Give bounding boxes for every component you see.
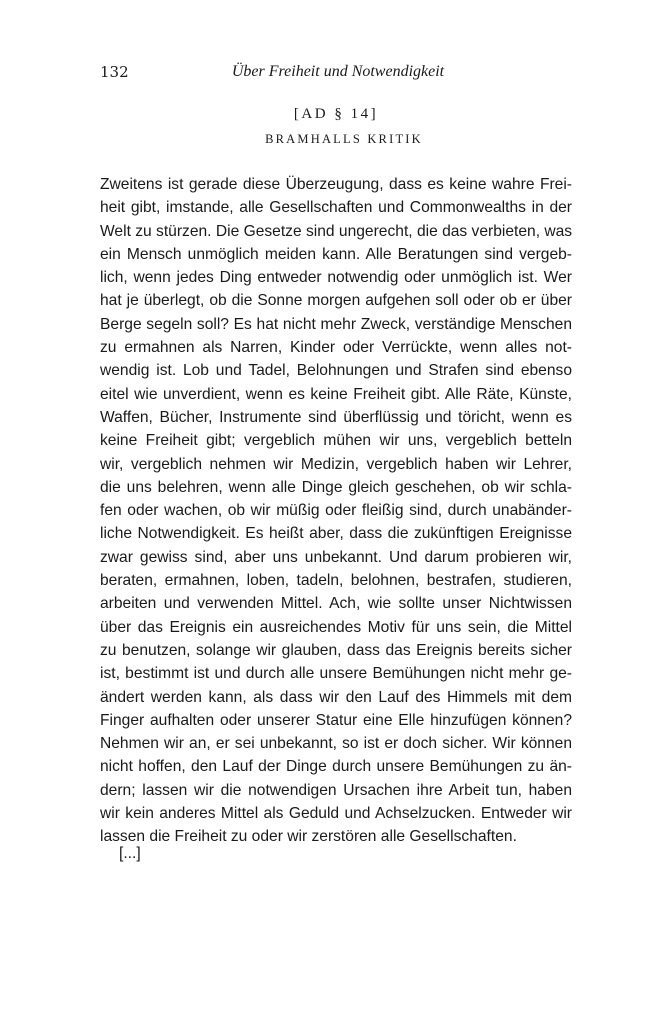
text-line: dern; lassen wir die notwendigen Ursachen ihre Arbeit tun, haben bbox=[100, 781, 572, 799]
text-line: fen oder wachen, ob wir müßig oder fleißig sind, durch unabänder- bbox=[100, 502, 572, 520]
text-line: Finger aufhalten oder unserer Statur eine Elle hinzufügen können? bbox=[100, 711, 572, 729]
text-line: Welt zu stürzen. Die Gesetze sind ungerecht, die das verbieten, was bbox=[100, 222, 573, 240]
text-line: zu benutzen, solange wir glauben, dass das Ereignis bereits sicher bbox=[100, 641, 572, 659]
text-line: Berge segeln soll? Es hat nicht mehr Zweck, verständige Menschen bbox=[100, 315, 572, 333]
running-head bbox=[100, 60, 550, 84]
text-line: zu ermahnen als Narren, Kinder oder Verrückte, wenn alles not- bbox=[100, 339, 572, 357]
text-line: nicht hoffen, den Lauf der Dinge durch unsere Bemühungen zu än- bbox=[100, 758, 572, 776]
text-line: keine Freiheit gibt; vergeblich mühen wir uns, vergeblich betteln bbox=[100, 432, 572, 450]
text-line: ändert werden kann, als dass wir den Lauf des Himmels mit dem bbox=[100, 688, 572, 706]
text-line: liche Notwendigkeit. Es heißt aber, dass die zukünftigen Ereignisse bbox=[100, 525, 572, 543]
text-line: heit gibt, imstande, alle Gesellschaften und Commonwealths in der bbox=[100, 199, 572, 217]
text-line: Waffen, Bücher, Instrumente sind überflüssig und töricht, wenn es bbox=[100, 408, 572, 426]
text-line: ein Mensch unmöglich meiden kann. Alle Beratungen sind vergeb- bbox=[100, 245, 572, 263]
text-line: ist, bestimmt ist und durch alle unsere Bemühungen nicht mehr ge- bbox=[100, 665, 572, 683]
section-heading: BRAMHALLS KRITIK bbox=[265, 132, 423, 146]
text-line: Nehmen wir an, er sei unbekannt, so ist er doch sicher. Wir können bbox=[100, 735, 572, 753]
text-line: wir, vergeblich nehmen wir Medizin, vergeblich haben wir Lehrer, bbox=[100, 455, 572, 473]
omission-marker: [...] bbox=[119, 845, 141, 862]
text-line: wir kein anderes Mittel als Geduld und Achselzucken. Entweder wir bbox=[100, 805, 572, 823]
body-paragraph bbox=[100, 173, 572, 849]
text-line: beraten, ermahnen, loben, tadeln, belohnen, bestrafen, studieren, bbox=[100, 572, 572, 590]
text-line: wendig ist. Lob und Tadel, Belohnungen und Strafen sind ebenso bbox=[100, 362, 572, 380]
text-line: eitel wie unverdient, wenn es keine Freiheit gibt. Alle Räte, Künste, bbox=[100, 385, 572, 403]
text-line: lich, wenn jedes Ding entweder notwendig oder unmöglich ist. Wer bbox=[100, 269, 572, 287]
page-number: 132 bbox=[100, 63, 129, 81]
text-line: Zweitens ist gerade diese Überzeugung, dass es keine wahre Frei- bbox=[100, 176, 572, 193]
text-line: über das Ereignis ein ausreichendes Motiv für uns sein, die Mittel bbox=[100, 618, 572, 636]
text-line: zwar gewiss sind, aber uns unbekannt. Und darum probieren wir, bbox=[100, 548, 572, 566]
text-line: die uns belehren, wenn alle Dinge gleich geschehen, ob wir schla- bbox=[100, 478, 572, 496]
text-line: arbeiten und verwenden Mittel. Ach, wie sollte unser Nichtwissen bbox=[100, 595, 572, 613]
running-title: Über Freiheit und Notwendigkeit bbox=[231, 63, 445, 80]
text-line: hat je überlegt, ob die Sonne morgen aufgehen soll oder ob er über bbox=[100, 292, 572, 310]
section-reference: [AD § 14] bbox=[293, 106, 379, 122]
text-line: lassen die Freiheit zu oder wir zerstören alle Gesellschaften. bbox=[100, 828, 517, 846]
